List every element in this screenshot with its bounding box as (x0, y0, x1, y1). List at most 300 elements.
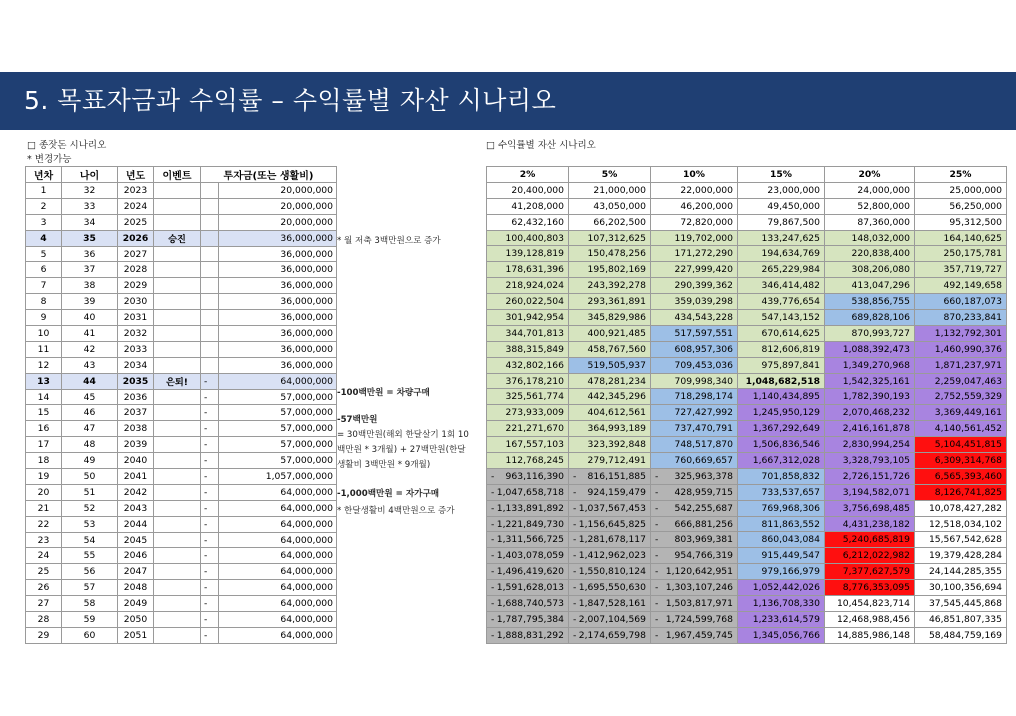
year-index-cell: 10 (26, 326, 62, 342)
event-cell (154, 612, 201, 628)
scenario-row (487, 230, 1007, 246)
scenario-value: 265,229,984 (761, 264, 820, 276)
rate-header: 20% (825, 167, 915, 183)
year-cell: 2049 (118, 596, 154, 612)
scenario-cell (569, 421, 651, 437)
event-cell (154, 453, 201, 469)
scenario-cell (487, 246, 569, 262)
year-index-cell: 15 (26, 405, 62, 421)
scenario-value: 1,591,628,013 (496, 582, 564, 594)
scenario-cell (651, 262, 738, 278)
dash-cell (201, 357, 219, 373)
scenario-row (487, 532, 1007, 548)
scenario-cell (487, 580, 569, 596)
year-cell: 2026 (118, 230, 154, 246)
year-cell: 2039 (118, 437, 154, 453)
scenario-cell (825, 611, 915, 627)
scenario-value: 492,149,658 (943, 280, 1002, 292)
scenario-cell (487, 373, 569, 389)
year-cell: 2037 (118, 405, 154, 421)
event-cell (154, 389, 201, 405)
scenario-cell (487, 357, 569, 373)
scenario-row (487, 389, 1007, 405)
scenario-cell (487, 564, 569, 580)
scenario-cell (825, 437, 915, 453)
scenario-cell (651, 627, 738, 643)
scenario-value: 7,377,627,579 (842, 566, 910, 578)
scenario-cell (651, 405, 738, 421)
dash-cell: - (201, 437, 219, 453)
scenario-value: 308,206,080 (851, 264, 910, 276)
scenario-cell (915, 580, 1007, 596)
scenario-row (487, 294, 1007, 310)
seed-table-row (26, 198, 337, 214)
scenario-value: 975,897,841 (761, 359, 820, 371)
note-text: 생활비 3백만원 * 9개월) (337, 460, 431, 471)
scenario-value: 388,315,849 (505, 343, 564, 355)
header-year-index: 년차 (26, 167, 62, 183)
year-index-cell: 11 (26, 341, 62, 357)
age-cell: 44 (62, 373, 118, 389)
scenario-cell (738, 627, 825, 643)
age-cell: 59 (62, 612, 118, 628)
scenario-value: 22,000,000 (680, 184, 733, 196)
year-index-cell: 22 (26, 516, 62, 532)
scenario-cell (651, 373, 738, 389)
scenario-value: 325,963,378 (674, 470, 733, 482)
scenario-cell (651, 341, 738, 357)
scenario-value: 1,871,237,971 (934, 359, 1002, 371)
amount-cell: 1,057,000,000 (219, 469, 337, 485)
scenario-value: 547,143,152 (761, 311, 820, 323)
scenario-cell (487, 627, 569, 643)
event-cell (154, 262, 201, 278)
return-scenario-table (486, 166, 1007, 644)
scenario-cell (487, 325, 569, 341)
scenario-value: 1,345,056,766 (752, 629, 820, 641)
scenario-cell (915, 325, 1007, 341)
event-cell (154, 294, 201, 310)
amount-cell: 20,000,000 (219, 183, 337, 199)
rate-header: 5% (569, 167, 651, 183)
scenario-cell (738, 246, 825, 262)
scenario-value: 434,543,228 (674, 311, 733, 323)
event-cell (154, 278, 201, 294)
scenario-value: 290,399,362 (674, 280, 733, 292)
scenario-cell (915, 532, 1007, 548)
scenario-cell (569, 182, 651, 198)
year-cell: 2028 (118, 262, 154, 278)
scenario-cell (738, 532, 825, 548)
year-index-cell: 14 (26, 389, 62, 405)
negative-sign: - (573, 534, 577, 546)
dash-cell (201, 246, 219, 262)
event-cell (154, 564, 201, 580)
scenario-value: 979,166,979 (761, 566, 820, 578)
scenario-row (487, 596, 1007, 612)
year-index-cell: 16 (26, 421, 62, 437)
negative-sign: - (491, 502, 495, 514)
age-cell: 58 (62, 596, 118, 612)
age-cell: 55 (62, 548, 118, 564)
scenario-value: 458,767,560 (587, 343, 646, 355)
negative-sign: - (655, 534, 659, 546)
event-cell (154, 198, 201, 214)
year-index-cell: 5 (26, 246, 62, 262)
age-cell: 53 (62, 516, 118, 532)
scenario-row (487, 516, 1007, 532)
header-event: 이벤트 (154, 167, 201, 183)
amount-cell: 57,000,000 (219, 421, 337, 437)
year-cell: 2041 (118, 469, 154, 485)
age-cell: 36 (62, 246, 118, 262)
scenario-value: 243,392,278 (587, 280, 646, 292)
year-cell: 2048 (118, 580, 154, 596)
scenario-value: 748,517,870 (674, 439, 733, 451)
scenario-cell (915, 596, 1007, 612)
scenario-cell (569, 230, 651, 246)
scenario-cell (569, 373, 651, 389)
amount-cell: 36,000,000 (219, 326, 337, 342)
negative-sign: - (655, 613, 659, 625)
scenario-cell (738, 580, 825, 596)
age-cell: 33 (62, 198, 118, 214)
scenario-value: 811,863,552 (761, 518, 820, 530)
scenario-cell (825, 310, 915, 326)
scenario-value: 15,567,542,628 (928, 534, 1002, 546)
scenario-value: 87,360,000 (857, 216, 910, 228)
dash-cell (201, 183, 219, 199)
seed-table-row (26, 453, 337, 469)
seed-money-table (25, 166, 337, 644)
scenario-value: 737,470,791 (674, 423, 733, 435)
scenario-value: 803,969,381 (674, 534, 733, 546)
scenario-value: 442,345,296 (587, 391, 646, 403)
negative-sign: - (491, 582, 495, 594)
dash-cell (201, 341, 219, 357)
scenario-cell (825, 468, 915, 484)
scenario-cell (569, 357, 651, 373)
scenario-value: 1,140,434,895 (752, 391, 820, 403)
scenario-value: 608,957,306 (674, 343, 733, 355)
scenario-value: 439,776,654 (761, 296, 820, 308)
scenario-value: 24,000,000 (857, 184, 910, 196)
scenario-value: 56,250,000 (949, 200, 1002, 212)
scenario-cell (487, 421, 569, 437)
scenario-cell (738, 468, 825, 484)
year-index-cell: 6 (26, 262, 62, 278)
scenario-value: 2,007,104,569 (578, 613, 646, 625)
scenario-cell (569, 310, 651, 326)
scenario-cell (825, 357, 915, 373)
scenario-value: 148,032,000 (851, 232, 910, 244)
year-index-cell: 2 (26, 198, 62, 214)
scenario-value: 376,178,210 (505, 375, 564, 387)
scenario-cell (738, 437, 825, 453)
scenario-cell (915, 627, 1007, 643)
scenario-value: 2,752,559,329 (934, 391, 1002, 403)
event-cell (154, 214, 201, 230)
scenario-value: 689,828,106 (851, 311, 910, 323)
amount-cell: 64,000,000 (219, 373, 337, 389)
scenario-cell (738, 564, 825, 580)
negative-sign: - (573, 566, 577, 578)
scenario-cell (487, 405, 569, 421)
scenario-cell (915, 262, 1007, 278)
scenario-value: 1,506,836,546 (752, 439, 820, 451)
scenario-value: 1,303,107,246 (665, 582, 733, 594)
scenario-cell (825, 262, 915, 278)
amount-cell: 64,000,000 (219, 612, 337, 628)
scenario-cell (915, 294, 1007, 310)
scenario-cell (651, 357, 738, 373)
scenario-cell (915, 484, 1007, 500)
scenario-cell (738, 596, 825, 612)
amount-cell: 64,000,000 (219, 580, 337, 596)
scenario-cell (651, 437, 738, 453)
scenario-value: 1,967,459,745 (665, 629, 733, 641)
scenario-cell (825, 214, 915, 230)
scenario-cell (651, 580, 738, 596)
scenario-value: 432,802,166 (505, 359, 564, 371)
rate-header: 2% (487, 167, 569, 183)
scenario-value: 178,631,396 (505, 264, 564, 276)
scenario-cell (825, 246, 915, 262)
scenario-cell (487, 294, 569, 310)
scenario-cell (569, 500, 651, 516)
scenario-cell (915, 198, 1007, 214)
amount-cell: 36,000,000 (219, 246, 337, 262)
year-cell: 2042 (118, 484, 154, 500)
scenario-row (487, 357, 1007, 373)
scenario-value: 517,597,551 (674, 327, 733, 339)
amount-cell: 64,000,000 (219, 516, 337, 532)
negative-sign: - (655, 582, 659, 594)
scenario-cell (738, 405, 825, 421)
seed-table-header (26, 167, 337, 183)
scenario-cell (915, 468, 1007, 484)
age-cell: 40 (62, 310, 118, 326)
scenario-row (487, 325, 1007, 341)
dash-cell: - (201, 389, 219, 405)
scenario-value: 954,766,319 (674, 550, 733, 562)
scenario-value: 1,133,891,892 (496, 502, 564, 514)
scenario-value: 413,047,296 (851, 280, 910, 292)
scenario-cell (651, 246, 738, 262)
scenario-cell (825, 516, 915, 532)
negative-sign: - (491, 613, 495, 625)
scenario-cell (825, 548, 915, 564)
year-cell: 2030 (118, 294, 154, 310)
scenario-value: 404,612,561 (587, 407, 646, 419)
dash-cell: - (201, 532, 219, 548)
dash-cell: - (201, 500, 219, 516)
scenario-cell (915, 453, 1007, 469)
scenario-value: 12,518,034,102 (928, 518, 1002, 530)
dash-cell: - (201, 453, 219, 469)
scenario-cell (569, 325, 651, 341)
scenario-cell (569, 484, 651, 500)
scenario-value: 709,453,036 (674, 359, 733, 371)
negative-sign: - (655, 518, 659, 530)
scenario-cell (738, 453, 825, 469)
negative-sign: - (573, 518, 577, 530)
scenario-row (487, 405, 1007, 421)
event-cell (154, 357, 201, 373)
scenario-row (487, 611, 1007, 627)
dash-cell (201, 326, 219, 342)
scenario-value: 23,000,000 (767, 184, 820, 196)
scenario-value: 8,776,353,095 (842, 582, 910, 594)
scenario-value: 107,312,625 (587, 232, 646, 244)
scenario-value: 52,800,000 (857, 200, 910, 212)
scenario-value: 293,361,891 (587, 296, 646, 308)
seed-table-row (26, 389, 337, 405)
age-cell: 37 (62, 262, 118, 278)
scenario-cell (915, 421, 1007, 437)
amount-cell: 36,000,000 (219, 294, 337, 310)
negative-sign: - (655, 486, 659, 498)
scenario-cell (738, 262, 825, 278)
scenario-cell (569, 596, 651, 612)
year-index-cell: 27 (26, 596, 62, 612)
year-index-cell: 17 (26, 437, 62, 453)
return-scenario-label: □ 수익률별 자산 시나리오 (486, 140, 596, 151)
scenario-cell (738, 373, 825, 389)
scenario-cell (825, 230, 915, 246)
year-index-cell: 21 (26, 500, 62, 516)
scenario-value: 1,233,614,579 (752, 613, 820, 625)
scenario-value: 1,496,419,620 (496, 566, 564, 578)
scenario-value: 250,175,781 (943, 248, 1002, 260)
seed-table-row (26, 627, 337, 643)
scenario-value: 6,309,314,768 (934, 454, 1002, 466)
scenario-cell (651, 389, 738, 405)
scenario-row (487, 484, 1007, 500)
scenario-cell (487, 468, 569, 484)
scenario-value: 1,667,312,028 (752, 454, 820, 466)
scenario-value: 428,959,715 (674, 486, 733, 498)
scenario-cell (738, 294, 825, 310)
scenario-value: 6,565,393,460 (934, 470, 1002, 482)
scenario-value: 273,933,009 (505, 407, 564, 419)
scenario-value: 1,412,962,023 (578, 550, 646, 562)
negative-sign: - (491, 550, 495, 562)
seed-table-row (26, 230, 337, 246)
scenario-cell (487, 548, 569, 564)
scenario-value: 709,998,340 (674, 375, 733, 387)
year-cell: 2035 (118, 373, 154, 389)
scenario-cell (487, 437, 569, 453)
seed-table-row (26, 373, 337, 389)
scenario-value: 1,311,566,725 (496, 534, 564, 546)
header-age: 나이 (62, 167, 118, 183)
scenario-value: 19,379,428,284 (928, 550, 1002, 562)
scenario-row (487, 182, 1007, 198)
scenario-cell (738, 484, 825, 500)
scenario-cell (825, 532, 915, 548)
scenario-row (487, 278, 1007, 294)
scenario-value: 860,043,084 (761, 534, 820, 546)
year-index-cell: 20 (26, 484, 62, 500)
event-cell (154, 532, 201, 548)
scenario-value: 2,174,659,798 (578, 629, 646, 641)
scenario-value: 3,328,793,105 (842, 454, 910, 466)
dash-cell: - (201, 421, 219, 437)
scenario-value: 279,712,491 (587, 454, 646, 466)
scenario-cell (569, 453, 651, 469)
year-index-cell: 23 (26, 532, 62, 548)
event-cell (154, 580, 201, 596)
negative-sign: - (655, 629, 659, 641)
scenario-row (487, 214, 1007, 230)
year-index-cell: 25 (26, 564, 62, 580)
event-cell (154, 421, 201, 437)
scenario-value: 24,144,285,355 (928, 566, 1002, 578)
scenario-row (487, 310, 1007, 326)
seed-table-row (26, 500, 337, 516)
scenario-cell (569, 341, 651, 357)
amount-cell: 57,000,000 (219, 405, 337, 421)
year-cell: 2023 (118, 183, 154, 199)
scenario-cell (738, 214, 825, 230)
amount-cell: 36,000,000 (219, 262, 337, 278)
scenario-cell (487, 182, 569, 198)
scenario-value: 1,460,990,376 (934, 343, 1002, 355)
year-index-cell: 4 (26, 230, 62, 246)
scenario-cell (738, 611, 825, 627)
age-cell: 47 (62, 421, 118, 437)
scenario-value: 870,233,841 (943, 311, 1002, 323)
age-cell: 32 (62, 183, 118, 199)
scenario-cell (651, 278, 738, 294)
scenario-value: 519,505,937 (587, 359, 646, 371)
rate-header: 10% (651, 167, 738, 183)
scenario-cell (738, 310, 825, 326)
scenario-cell (825, 580, 915, 596)
scenario-value: 5,104,451,815 (934, 439, 1002, 451)
year-cell: 2032 (118, 326, 154, 342)
age-cell: 50 (62, 469, 118, 485)
scenario-cell (825, 278, 915, 294)
scenario-value: 1,281,678,117 (578, 534, 646, 546)
dash-cell (201, 230, 219, 246)
scenario-cell (569, 389, 651, 405)
scenario-cell (487, 310, 569, 326)
scenario-value: 542,255,687 (674, 502, 733, 514)
scenario-cell (915, 500, 1007, 516)
age-cell: 57 (62, 580, 118, 596)
scenario-value: 112,768,245 (505, 454, 564, 466)
year-index-cell: 3 (26, 214, 62, 230)
scenario-value: 25,000,000 (949, 184, 1002, 196)
scenario-value: 1,688,740,573 (496, 597, 564, 609)
age-cell: 56 (62, 564, 118, 580)
amount-cell: 36,000,000 (219, 357, 337, 373)
scenario-value: 2,259,047,463 (934, 375, 1002, 387)
scenario-cell (738, 278, 825, 294)
year-cell: 2033 (118, 341, 154, 357)
scenario-value: 37,545,445,868 (928, 597, 1002, 609)
scenario-value: 733,537,657 (761, 486, 820, 498)
seed-table-row (26, 469, 337, 485)
scenario-cell (569, 627, 651, 643)
scenario-value: 1,245,950,129 (752, 407, 820, 419)
event-cell (154, 596, 201, 612)
scenario-value: 1,847,528,161 (578, 597, 646, 609)
scenario-cell (651, 564, 738, 580)
age-cell: 39 (62, 294, 118, 310)
